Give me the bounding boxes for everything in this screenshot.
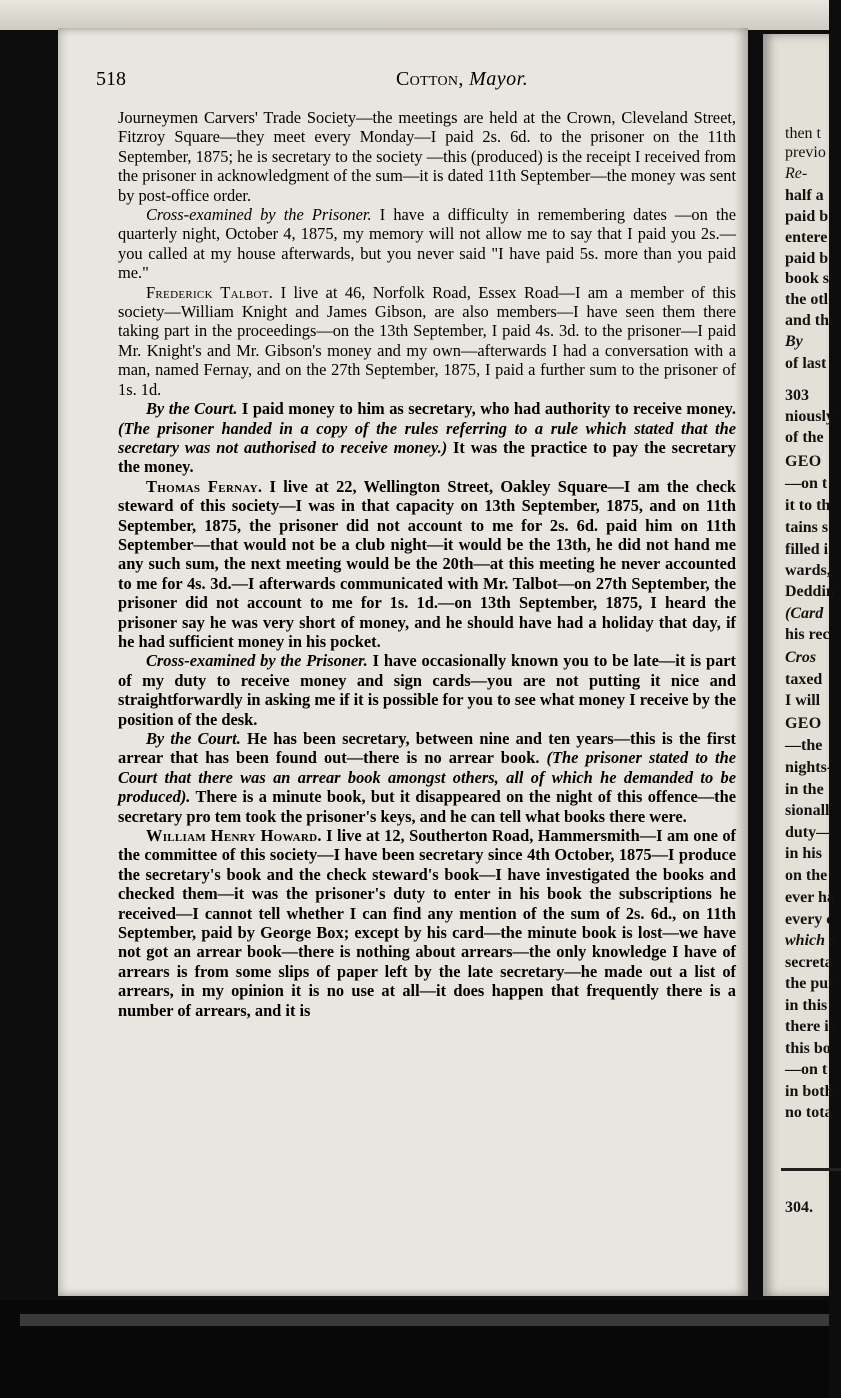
- running-head-name: Cotton,: [396, 68, 464, 90]
- witness-name: Thomas Fernay.: [146, 476, 263, 496]
- paragraph: [118, 399, 736, 477]
- fragment-line: secreta: [785, 954, 833, 971]
- court-heading: By the Court.: [146, 729, 241, 748]
- fragment-line: the otl: [785, 291, 829, 308]
- paragraph: [118, 651, 736, 729]
- fragment-line: duty—: [785, 824, 833, 841]
- scan-top-strip: [0, 0, 829, 30]
- fragment-line: Re-: [785, 165, 808, 182]
- court-heading: By the Court.: [146, 399, 238, 419]
- fragment-line: no tota: [785, 1104, 833, 1121]
- fragment-line: every c: [785, 911, 834, 928]
- fragment-line: in both: [785, 1083, 834, 1100]
- paragraph: [118, 826, 736, 1020]
- fragment-line: paid b: [785, 208, 829, 225]
- paragraph: [118, 477, 736, 652]
- fragment-line: of last: [785, 355, 827, 372]
- fragment-line: paid b: [785, 250, 829, 267]
- paragraph-text: He has been secretary, between nine and ten years—this is the first arrear that has been found out—there is no arrear book.: [118, 729, 736, 768]
- paragraph-text: There is a minute book, but it disappeared on the night of this offence—the secretary pro tem took the prisoner's keys, and he can tell what books there were.: [118, 787, 736, 826]
- fragment-line: —on t: [785, 1061, 828, 1078]
- fragment-line: in this: [785, 997, 828, 1014]
- fragment-line: I will: [785, 692, 821, 709]
- paragraph: [118, 205, 736, 283]
- fragment-line: there is: [785, 1018, 835, 1035]
- fragment-line: niously: [785, 408, 834, 425]
- witness-name: Frederick Talbot.: [146, 282, 274, 302]
- fragment-line: half a: [785, 187, 824, 204]
- paragraph-text: I have occasionally known you to be late—it is part of my duty to receive money and sign cards—you are not putting it nice and straightforwardly in asking me if it is possible for you to see what money I receive by the position of the desk.: [118, 651, 736, 729]
- body-text: [118, 108, 736, 1020]
- fragment-line: 303: [785, 387, 809, 404]
- scan-edge: [20, 1314, 829, 1326]
- fragment-line: wards,: [785, 562, 831, 579]
- fragment-line: tains s: [785, 519, 829, 536]
- fragment-line: By: [785, 333, 803, 350]
- fragment-line: on the: [785, 867, 828, 884]
- paragraph-italic: (The prisoner stated to the Court that there was an arrear book amongst others, all of which he demanded to be produced).: [118, 748, 736, 807]
- fragment-line: (Card: [785, 605, 824, 622]
- cross-examination-heading: Cross-examined by the Prisoner.: [146, 651, 368, 671]
- fragment-line: GEO: [785, 453, 822, 470]
- scan-bottom-band: [0, 1300, 829, 1398]
- fragment-line: and th: [785, 312, 830, 329]
- paragraph-text: I paid money to him as secretary, who had authority to receive money.: [237, 399, 737, 419]
- fragment-line: ever ha: [785, 889, 835, 906]
- fragment-line: filled i: [785, 541, 829, 558]
- running-head-title: Mayor.: [469, 68, 529, 90]
- adjacent-page-fragment: [763, 34, 836, 1296]
- page-number: 518: [96, 68, 126, 90]
- paragraph-text: It was the practice to pay the secretary the money.: [118, 437, 736, 477]
- fragment-line: sionall: [785, 802, 830, 819]
- fragment-line: of the: [785, 429, 824, 446]
- fragment-line: entere: [785, 229, 828, 246]
- fragment-line: the pur: [785, 975, 836, 992]
- cross-examination-heading: Cross-examined by the Prisoner.: [146, 205, 372, 225]
- fragment-line: GEO: [785, 715, 822, 732]
- fragment-line: 304.: [785, 1199, 813, 1216]
- paragraph: [118, 283, 736, 399]
- fragment-line: nights-: [785, 759, 833, 776]
- paragraph-text: I have a difficulty in remembering dates —on the quarterly night, October 4, 1875, my memory will not allow me to say that I paid you 2s.—you called at my house afterwards, but you never said "I have paid 5s. more than you paid me.": [118, 205, 736, 283]
- paragraph: [118, 729, 736, 826]
- fragment-line: it to th: [785, 497, 831, 514]
- fragment-line: taxed: [785, 671, 823, 688]
- section-rule: [781, 1168, 841, 1171]
- page-header: [96, 68, 736, 98]
- paragraph-text: I live at 22, Wellington Street, Oakley Square—I am the check steward of this society—I was in that capacity on 13th September, 1875, and on 11th September, 1875, the prisoner did not account to me for 2s. 6d. paid him on 11th September—that would not be a club night—it would be the 13th, he did not hand me any such sum, the next meeting would be the 20th—at this meeting he never accounted to me for 4s. 3d.—I afterwards communicated with Mr. Talbot—on 27th September, the prisoner did not account to me for 1s. 1d.—on 13th September, 1875, I heard the prisoner say he was very short of money, and he should have had a holiday that day, if he had sufficient money in his pocket.: [118, 476, 736, 651]
- fragment-line: previo: [785, 144, 826, 161]
- fragment-line: in the: [785, 781, 824, 798]
- fragment-line: —the: [785, 737, 823, 754]
- fragment-line: book s: [785, 270, 830, 287]
- witness-name: William Henry Howard.: [146, 826, 322, 846]
- fragment-line: —on t: [785, 475, 828, 492]
- paragraph-text: I live at 46, Norfolk Road, Essex Road—I am a member of this society—William Knight and James Gibson, are also members—I have seen them there taking part in the proceedings—on the 13th September, I paid 4s. 3d. to the prisoner—I paid Mr. Knight's and Mr. Gibson's money and my own—afterwards I had a conversation with a man, named Fernay, and on the 27th September, 1875, I paid a further sum to the prisoner of 1s. 1d.: [118, 282, 737, 399]
- running-head: [396, 68, 528, 91]
- fragment-line: Cros: [785, 649, 817, 666]
- fragment-line: then t: [785, 125, 821, 142]
- fragment-line: this bo: [785, 1040, 831, 1057]
- fragment-line: Deddin: [785, 583, 835, 600]
- paragraph-text: I live at 12, Southerton Road, Hammersmith—I am one of the committee of this society—I have been secretary since 4th October, 1875—I produce the secretary's book and the check steward's book—I have investigated the books and checked them—it was the prisoner's duty to enter in his book the subscriptions he received—I cannot tell whether I can find any mention of the sum of 2s. 6d., on 11th September, paid by George Box; except by his card—the minute book is lost—we have not got an arrear book—there is nothing about arrears—the only knowledge I have of arrears is from some slips of paper left by the late secretary—he made out a list of arrears, in my opinion it is no use at all—it does happen that frequently there is a number of arrears, and it is: [118, 826, 736, 1020]
- fragment-line: his rec: [785, 626, 830, 643]
- paragraph: Journeymen Carvers' Trade Society—the meetings are held at the Crown, Cleveland Street, Fitzroy Square—they meet every Monday—I paid 2s. 6d. to the prisoner on the 11th September, 1875; he is secretary to the society —this (produced) is the receipt I received from the prisoner in acknowledgment of the sum—it is dated 11th September—the money was sent by post-office order.: [118, 108, 736, 205]
- paragraph-italic: (The prisoner handed in a copy of the rules referring to a rule which stated that the secretary was not authorised to receive money.): [118, 418, 736, 457]
- fragment-line: which s: [785, 932, 836, 949]
- fragment-line: in his: [785, 845, 822, 862]
